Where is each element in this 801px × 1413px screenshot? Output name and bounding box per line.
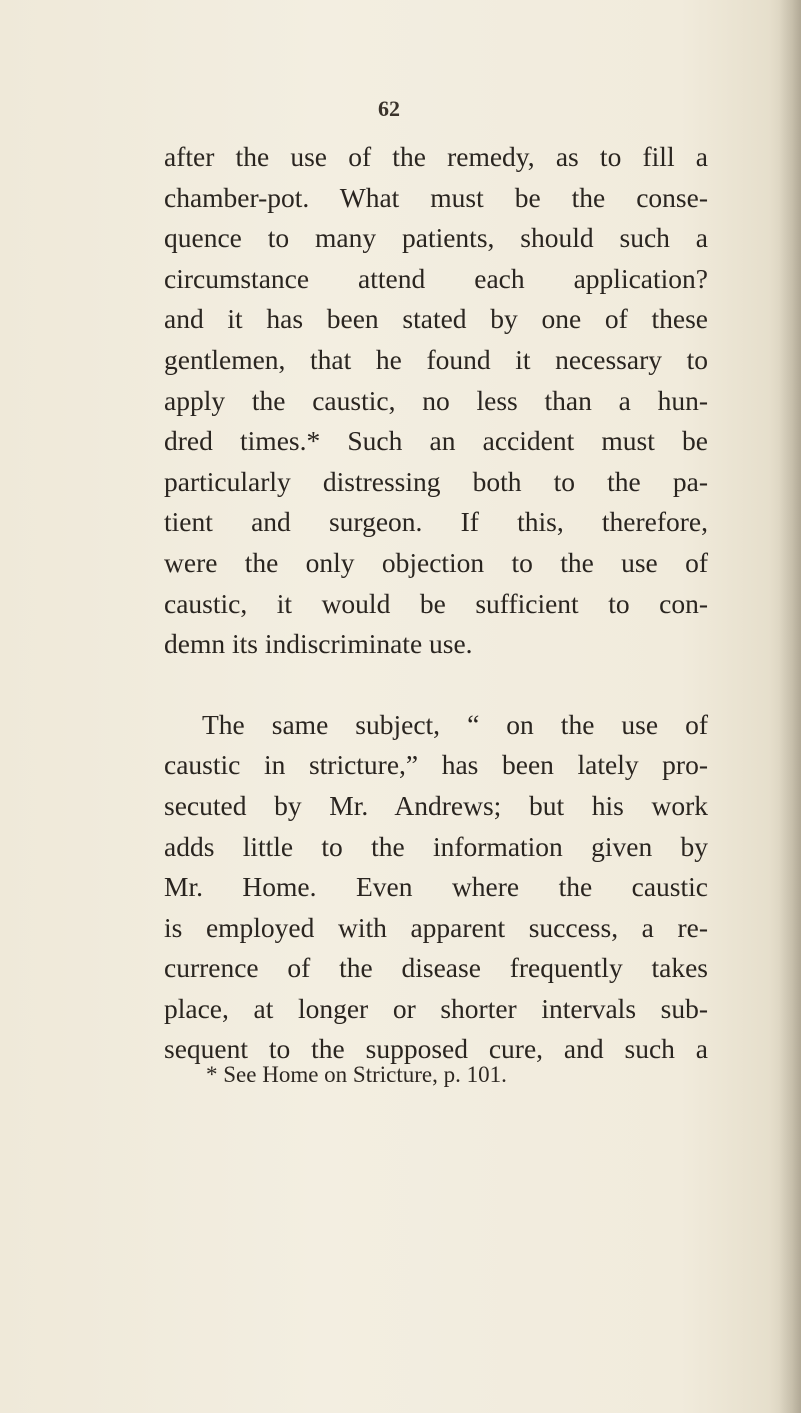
page-number: 62	[378, 96, 400, 121]
text-line: dred times.* Such an accident must be	[164, 425, 708, 457]
page-edge-shadow	[779, 0, 801, 1413]
text-line: place, at longer or shorter intervals sub-	[164, 992, 708, 1024]
text-line: The same subject, “ on the use of	[202, 708, 708, 740]
paragraph-2	[164, 705, 708, 1070]
text-line: quence to many patients, should such a	[164, 222, 708, 254]
paragraph-1	[164, 137, 708, 665]
text-line: particularly distressing both to the pa-	[164, 465, 708, 497]
text-line: sequent to the supposed cure, and such a	[164, 1033, 708, 1065]
text-line: chamber-pot. What must be the conse-	[164, 181, 708, 213]
footnote: * See Home on Stricture, p. 101.	[206, 1062, 507, 1087]
text-line: demn its indiscriminate use.	[164, 628, 473, 660]
body-text	[164, 137, 708, 1070]
text-line: currence of the disease frequently takes	[164, 952, 708, 984]
text-line: were the only objection to the use of	[164, 546, 708, 578]
text-line: after the use of the remedy, as to fill a	[164, 141, 708, 172]
text-line: gentlemen, that he found it necessary to	[164, 343, 708, 375]
text-line: is employed with apparent success, a re-	[164, 911, 708, 943]
text-line: Mr. Home. Even where the caustic	[164, 871, 708, 903]
paragraph-gap	[164, 665, 708, 705]
text-line: adds little to the information given by	[164, 830, 708, 862]
text-line: and it has been stated by one of these	[164, 303, 708, 335]
text-line: circumstance attend each application?	[164, 262, 708, 294]
text-line: caustic in stricture,” has been lately pro-	[164, 749, 708, 781]
text-line: secuted by Mr. Andrews; but his work	[164, 789, 708, 821]
text-line: caustic, it would be sufficient to con-	[164, 587, 708, 619]
text-line: tient and surgeon. If this, therefore,	[164, 506, 708, 538]
text-line: apply the caustic, no less than a hun-	[164, 384, 708, 416]
